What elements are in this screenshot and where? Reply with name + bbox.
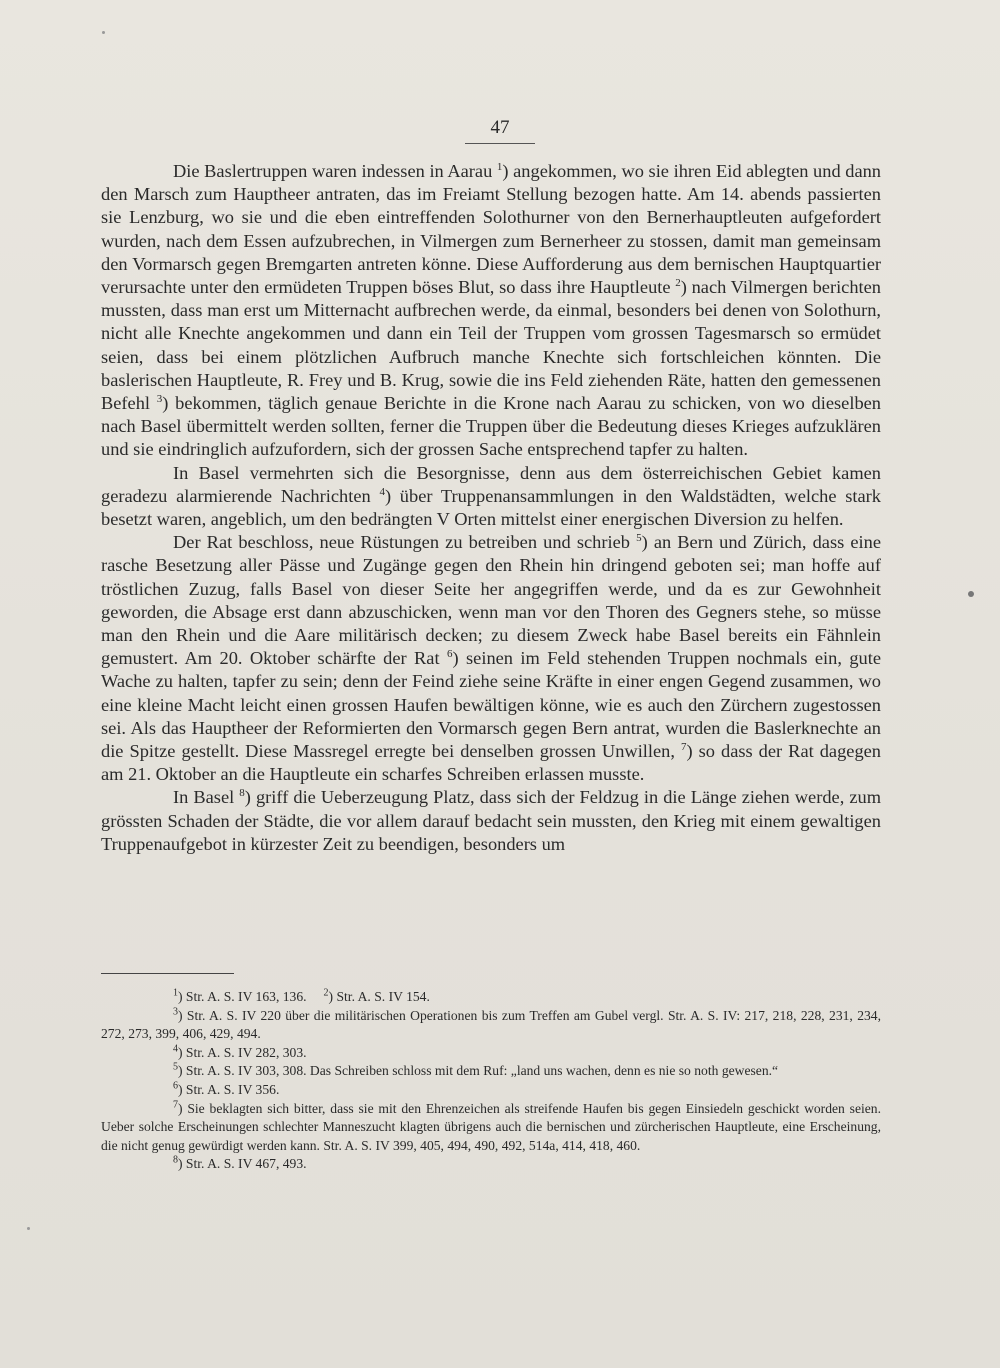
footnote-reference: 6 <box>446 648 453 661</box>
footnote-reference: 8 <box>239 787 245 800</box>
paragraph-text: ) an Bern und Zürich, dass eine rasche Besetzung aller Pässe und Zugänge gegen den Rhein hin dringend geboten sei; man hoffe auf tröstlichen Zuzug, falls Basel von dieser Seite her angegriffen werde, und da es zur Gewohnheit geworden, die Absage erst dann abzuschicken, wenn man vor den Thoren des Gegners stehe, so müsse man den Rhein und die Aare militärisch decken; zu diesem Zweck habe Basel bereits ein Fähnlein gemustert. Am 20. Oktober schärfte der Rat <box>101 532 881 669</box>
footnote <box>101 1155 881 1174</box>
paragraph-text: ) nach Vilmergen berichten mussten, dass man erst um Mitternacht aufbrechen werde, da einmal, besonders bei denen von Solothurn, nicht alle Knechte angekommen und dann ein Teil der Truppen vom grossen Tagesmarsch so ermüdet seien, dass bei einem plötzlichen Aufbruch manche Knechte sich fortschleichen könnten. Die baslerischen Hauptleute, R. Frey und B. Krug, sowie die ins Feld ziehenden Räte, hatten den gemessenen Befehl <box>101 277 882 414</box>
footnote-text: ) Str. A. S. IV 154. <box>328 989 430 1004</box>
footnote-reference: 1 <box>496 160 503 173</box>
footnote <box>101 1081 881 1100</box>
footnote-mark: 4 <box>173 1043 178 1055</box>
footnote-reference: 4 <box>379 485 385 498</box>
footnote-mark: 2 <box>323 987 329 999</box>
paragraph-text: In Basel <box>173 787 240 808</box>
paper-speck <box>27 1227 30 1230</box>
paragraph-text: Der Rat beschloss, neue Rüstungen zu betreiben und schrieb <box>173 532 637 553</box>
footnote-mark: 8 <box>173 1154 178 1166</box>
footnote-text: ) Str. A. S. IV 282, 303. <box>178 1044 307 1060</box>
paragraph-text: ) seinen im Feld stehenden Truppen nochmals ein, gute Wache zu halten, tapfer zu sein; denn der Feind ziehe seine Kräfte in einer engen Gegend zusammen, wo eine kleine Macht leicht einen grossen Haufen bewältigen könne, wie es auch den Zürchern zugestossen sei. Als das Hauptheer der Reformierten den Vormarsch gegen Bern antrat, wurden die Baslerknechte an die Spitze gestellt. Diese Massregel erregte bei denselben grossen Unwillen, <box>101 648 881 762</box>
footnote-mark: 6 <box>173 1080 178 1092</box>
footnote-mark: 3 <box>173 1006 178 1018</box>
footnote-text: ) Str. A. S. IV 303, 308. Das Schreiben schloss mit dem Ruf: „land uns wachen, denn es nie so noth gewesen.“ <box>178 1063 779 1079</box>
body-paragraph <box>101 160 881 462</box>
footnote-text: ) Str. A. S. IV 467, 493. <box>178 1156 307 1172</box>
footnote <box>101 1100 881 1156</box>
footnote-reference: 3 <box>156 392 163 405</box>
footnote <box>101 988 881 1007</box>
footnote-reference: 2 <box>675 276 681 289</box>
footnote-text: ) Sie beklagten sich bitter, dass sie mit den Ehrenzeichen als streifende Haufen bis gegen Einsiedeln geschickt worden seien. Ueber solche Erscheinungen schlechter Manneszucht klagten übrigens auch die bernischen und zürcherischen Hauptleute, eine Erscheinung, die nicht genug gewürdigt werden kann. Str. A. S. IV 399, 405, 494, 490, 492, 514a, 414, 418, 460. <box>101 1100 881 1153</box>
body-paragraph <box>101 531 881 786</box>
footnotes <box>101 988 881 1174</box>
paragraph-text: ) so dass der Rat dagegen am 21. Oktober an die Hauptleute ein scharfes Schreiben erlassen musste. <box>101 741 881 785</box>
footnote-reference: 7 <box>681 740 687 753</box>
paper-speck <box>102 31 105 34</box>
footnote-text: ) Str. A. S. IV 163, 136. <box>178 989 324 1004</box>
body-text <box>101 160 881 856</box>
paragraph-text: In Basel vermehrten sich die Besorgnisse, denn aus dem österreichischen Gebiet kamen geradezu alarmierende Nachrichten <box>101 462 881 506</box>
page-number: 47 <box>465 117 535 144</box>
paragraph-text: ) griff die Ueberzeugung Platz, dass sich der Feldzug in die Länge ziehen werde, zum grössten Schaden der Städte, die vor allem darauf bedacht sein mussten, den Krieg mit einem gewaltigen Truppenaufgebot in kürzester Zeit zu beendigen, besonders um <box>101 787 882 854</box>
footnote-text: ) Str. A. S. IV 356. <box>178 1081 280 1097</box>
body-paragraph <box>101 462 881 532</box>
paragraph-text: Die Baslertruppen waren indessen in Aarau <box>173 161 497 181</box>
paper-speck <box>968 591 974 597</box>
paragraph-text: ) bekommen, täglich genaue Berichte in die Krone nach Aarau zu schicken, von wo dieselben nach Basel übermittelt werden sollten, ferner die Truppen über die Bedeutung dieses Krieges aufzuklären und sie eindringlich aufzufordern, sich der grossen Sache entsprechend tapfer zu halten. <box>101 393 881 460</box>
body-paragraph <box>101 786 881 856</box>
footnote-mark: 5 <box>173 1061 178 1073</box>
footnote-reference: 5 <box>636 532 642 545</box>
footnote-separator <box>101 973 234 974</box>
footnote <box>101 1007 881 1044</box>
footnote-mark: 7 <box>173 1099 178 1111</box>
footnote-mark: 1 <box>173 987 178 999</box>
paragraph-text: ) angekommen, wo sie ihren Eid ablegten und dann den Marsch zum Hauptheer antraten, das im Freiamt Stellung bezogen hatte. Am 14. abends passierten sie Lenzburg, wo sie und die eben eintreffenden Solothurner von den Bernerhauptleuten aufgefordert wurden, nach dem Essen aufzubrechen, in Vilmergen zum Bernerheer zu stossen, damit man gemeinsam den Vormarsch gegen Bremgarten antreten könne. Diese Aufforderung aus dem bernischen Hauptquartier verursachte unter den ermüdeten Truppen böses Blut, so dass ihre Hauptleute <box>101 161 882 298</box>
footnote <box>101 1062 881 1081</box>
footnote-text: ) Str. A. S. IV 220 über die militärischen Operationen bis zum Treffen am Gubel vergl. Str. A. S. IV: 217, 218, 228, 231, 234, 272, 273, 399, 406, 429, 494. <box>101 1007 881 1042</box>
paragraph-text: ) über Truppenansammlungen in den Waldstädten, welche stark besetzt waren, angeblich, um den bedrängten V Orten mittelst einer energischen Diversion zu helfen. <box>101 485 881 530</box>
footnote <box>101 1044 881 1063</box>
